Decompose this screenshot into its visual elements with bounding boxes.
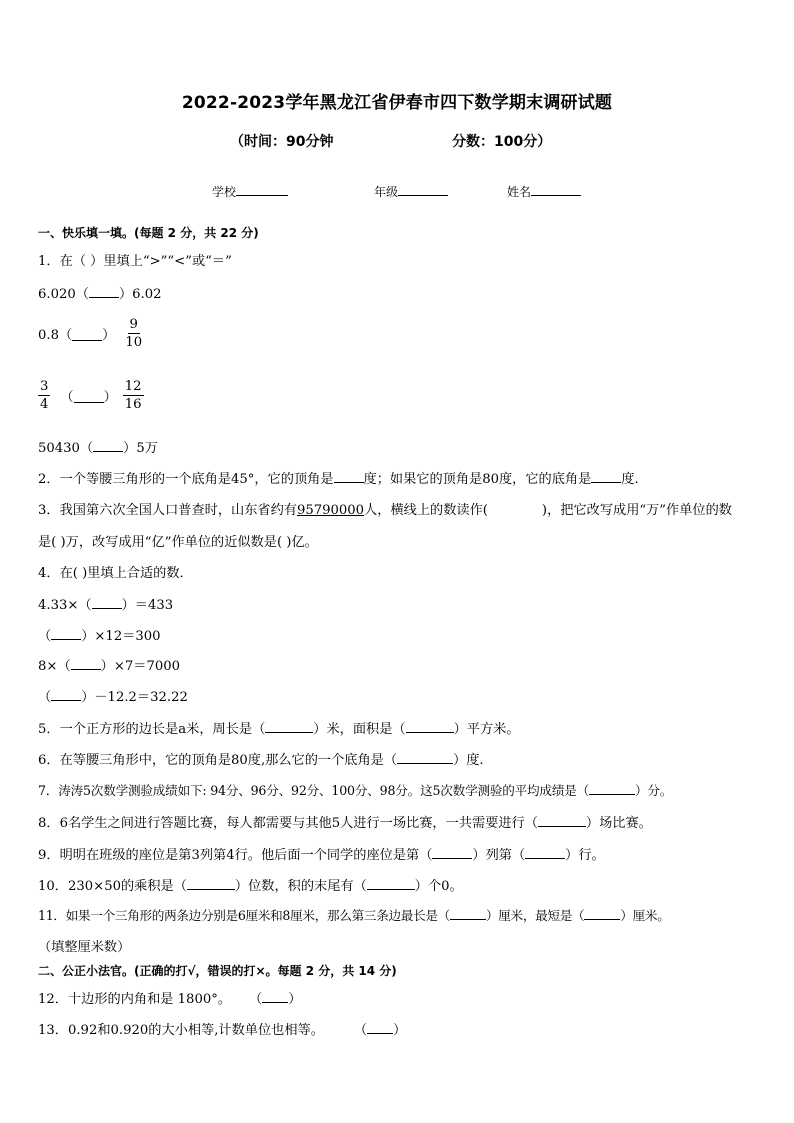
q6: 6．在等腰三角形中，它的顶角是80度,那么它的一个底角是（ ）度. <box>38 749 484 768</box>
answer-blank[interactable] <box>450 906 486 920</box>
answer-blank[interactable] <box>72 327 102 341</box>
q12: 12．十边形的内角和是 1800°。 （ ） <box>38 988 301 1007</box>
answer-blank[interactable] <box>265 719 313 733</box>
q9: 9．明明在班级的座位是第3列第4行。他后面一个同学的座位是第（ ）列第（ ）行。 <box>38 844 605 863</box>
q1-row3: $\frac{3}{4}$ （ ） $\frac{12}{16}$ <box>40 379 142 412</box>
section1-heading: 一、快乐填一填。(每题 2 分，共 22 分) <box>38 226 259 240</box>
answer-blank[interactable] <box>74 389 104 403</box>
q3-line1: 3．我国第六次全国人口普查时，山东省约有95790000人，横线上的数读作( )，把它改写成用“万”作单位的数 <box>38 503 732 518</box>
fraction-twelve-sixteenths: $\frac{12}{16}$ <box>124 379 142 412</box>
answer-blank[interactable] <box>589 781 635 795</box>
q11-line2: （填整厘米数） <box>38 940 131 955</box>
grade-label: 年级 <box>374 185 399 199</box>
fraction-nine-tenths: $\frac{9}{10}$ <box>125 317 143 350</box>
q1-row1: 6.020（ ）6.02 <box>38 283 162 302</box>
name-field <box>507 183 581 200</box>
name-blank[interactable] <box>531 183 581 196</box>
answer-blank[interactable] <box>525 845 565 859</box>
q1-row4: 50430（ ）5万 <box>38 437 158 456</box>
section2-heading: 二、公正小法官。(正确的打√，错误的打×。每题 2 分，共 14 分) <box>38 964 397 978</box>
answer-blank[interactable] <box>432 845 472 859</box>
school-blank[interactable] <box>236 183 288 196</box>
answer-blank[interactable] <box>397 750 453 764</box>
answer-blank[interactable] <box>406 719 454 733</box>
q5: 5．一个正方形的边长是a米，周长是（ ）米，面积是（ ）平方米。 <box>38 718 520 737</box>
school-field <box>212 183 288 200</box>
q8: 8．6名学生之间进行答题比赛，每人都需要与其他5人进行一场比赛，一共需要进行（ ）场比赛。 <box>38 812 652 831</box>
q1-row2: 0.8（ ） $\frac{9}{10}$ <box>38 317 143 350</box>
exam-score: 分数：100分） <box>452 134 552 150</box>
q4-row4: （ ）－12.2＝32.22 <box>38 686 188 705</box>
school-label: 学校 <box>212 185 237 199</box>
answer-blank[interactable] <box>334 469 364 483</box>
grade-blank[interactable] <box>398 183 448 196</box>
underlined-number: 95790000 <box>296 503 365 518</box>
q4-stem: 4．在( )里填上合适的数． <box>38 566 193 581</box>
answer-blank[interactable] <box>51 687 81 701</box>
answer-blank[interactable] <box>584 906 620 920</box>
q4-row1: 4.33×（ ）＝433 <box>38 594 173 613</box>
answer-blank[interactable] <box>89 284 119 298</box>
q3-line2: 是( )万，改写成用“亿”作单位的近似数是( )亿。 <box>38 535 318 550</box>
page-title: 2022-2023学年黑龙江省伊春市四下数学期末调研试题 <box>181 93 613 113</box>
q2: 2．一个等腰三角形的一个底角是45°，它的顶角是 度；如果它的顶角是80度，它的底角是 度. <box>38 468 639 487</box>
answer-blank[interactable] <box>591 469 621 483</box>
answer-blank[interactable] <box>92 595 122 609</box>
answer-blank[interactable] <box>538 813 586 827</box>
answer-blank[interactable] <box>187 876 235 890</box>
q4-row3: 8×（ ）×7＝7000 <box>38 655 180 674</box>
q7: 7．涛涛5次数学测验成绩如下: 94分、96分、92分、100分、98分。这5次数学测验的平均成绩是（ ）分。 <box>38 783 673 798</box>
q11-line1: 11．如果一个三角形的两条边分别是6厘米和8厘米，那么第三条边最长是（ ）厘米，最短是（ ）厘米。 <box>38 908 670 923</box>
answer-blank[interactable] <box>51 626 81 640</box>
q1-stem: 1．在（ ）里填上“>”“<”或“＝” <box>38 254 232 269</box>
answer-blank[interactable] <box>93 438 123 452</box>
q13: 13．0.92和0.920的大小相等,计数单位也相等。 （ ） <box>38 1019 406 1038</box>
answer-blank[interactable] <box>367 1020 393 1034</box>
q10: 10．230×50的乘积是（ ）位数，积的末尾有（ ）个0。 <box>38 875 463 894</box>
answer-blank[interactable] <box>367 876 415 890</box>
q4-row2: （ ）×12＝300 <box>38 625 161 644</box>
fraction-three-quarters: $\frac{3}{4}$ <box>40 379 49 412</box>
name-label: 姓名 <box>507 185 532 199</box>
answer-blank[interactable] <box>262 989 288 1003</box>
answer-blank[interactable] <box>71 656 101 670</box>
grade-field <box>374 183 448 200</box>
exam-time: （时间：90分钟 <box>230 134 334 150</box>
